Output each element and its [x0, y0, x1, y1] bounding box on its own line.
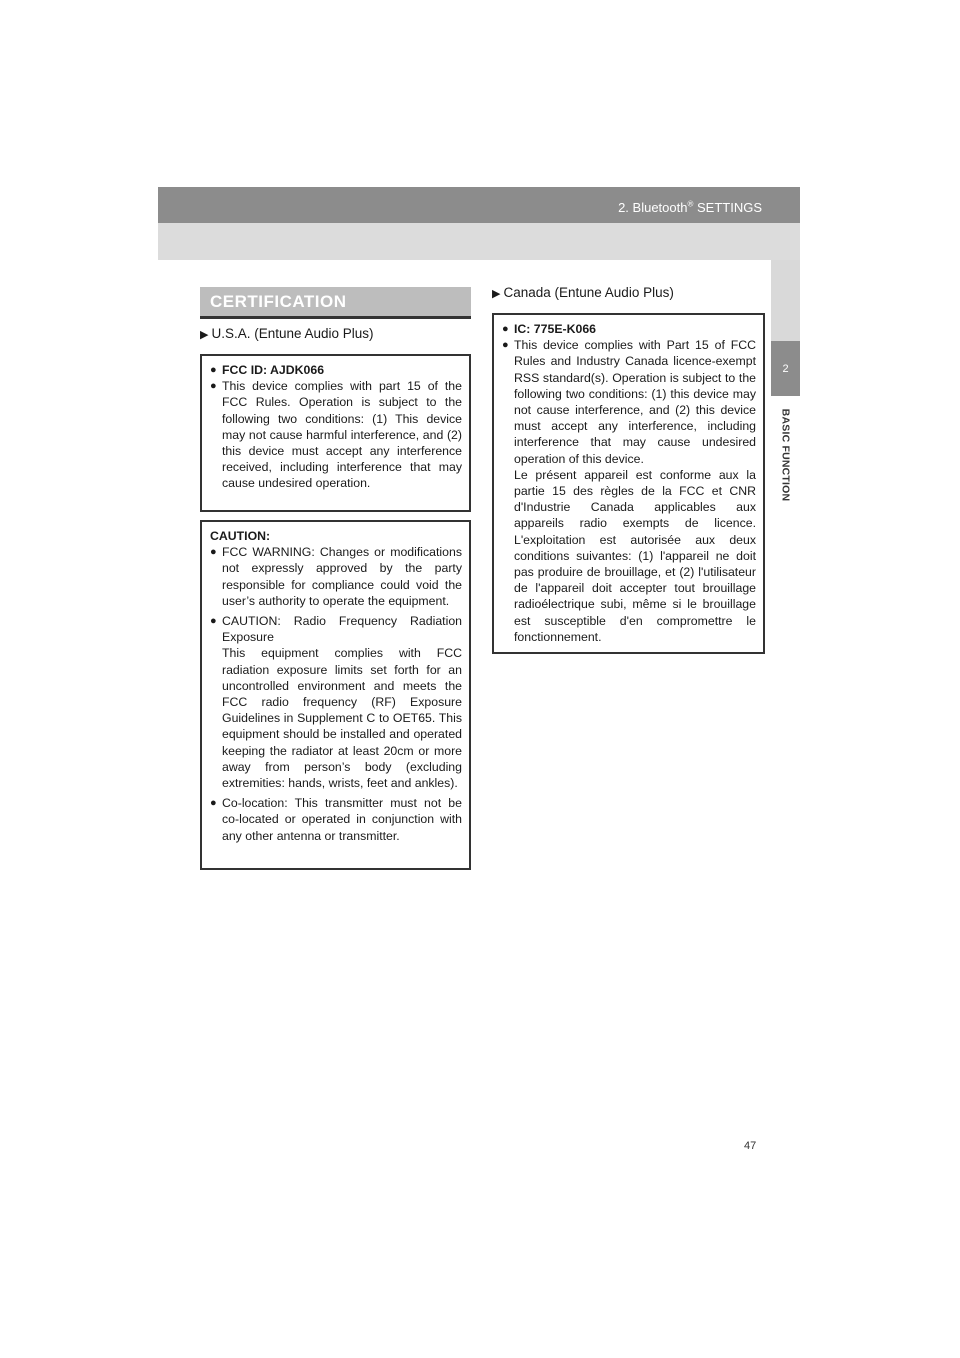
caution-item-text: Co-location: This transmitter must not be co-located or operated in conjunction with any other antenna or transmitter. — [222, 796, 462, 843]
bullet-icon: ● — [210, 364, 217, 376]
ic-compliance-text: This device complies with Part 15 of FCC Rules and Industry Canada licence-exempt RSS standard(s). Operation is subject to the following two conditions: (1) this device may not cause interference, and (2) this device must accept any interference, including interference that may cause undesired operation of this device. — [514, 338, 756, 466]
certification-heading-text: CERTIFICATION — [210, 292, 347, 311]
usa-label-text: U.S.A. (Entune Audio Plus) — [211, 326, 374, 341]
caution-box — [200, 520, 471, 870]
caution-item-text: FCC WARNING: Changes or modifications not expressly approved by the party responsible for compliance could void the user’s authority to operate the equipment. — [222, 545, 462, 608]
ic-box — [492, 313, 765, 654]
usa-section-label — [200, 326, 374, 341]
rf-detail — [210, 645, 462, 791]
side-tab-label-text: BASIC FUNCTION — [779, 408, 792, 502]
ic-compliance-item — [502, 337, 756, 467]
ic-id-item — [502, 321, 756, 337]
bullet-icon: ● — [210, 615, 217, 628]
certification-heading — [200, 287, 471, 319]
fcc-id-text: FCC ID: AJDK066 — [222, 363, 325, 377]
fcc-compliance-item — [210, 378, 462, 491]
page-number: 47 — [744, 1140, 757, 1152]
arrow-icon: ▶ — [200, 329, 209, 341]
caution-item — [210, 544, 462, 609]
caution-item — [210, 795, 462, 844]
fcc-box — [200, 354, 471, 512]
caution-title: CAUTION: — [210, 529, 271, 543]
bullet-icon: ● — [502, 339, 509, 352]
chapter-title — [618, 200, 762, 215]
side-tab-label — [771, 396, 800, 514]
canada-label-text: Canada (Entune Audio Plus) — [503, 285, 674, 300]
caution-item-text: CAUTION: Radio Frequency Radiation Exposure — [222, 614, 462, 645]
bullet-icon: ● — [210, 546, 217, 559]
chapter-title-prefix: 2. Bluetooth — [618, 200, 688, 215]
ic-french-text-content: Le présent appareil est conforme aux la partie 15 des règles de la FCC et CNR d'Industrie Canada applicables aux appareils radio exempts de licence. L'exploitation est autorisée aux deux conditions suivantes: (1) l'appareil ne doit pas produire de brouillage, et (2) l'utilisateur de l'appareil doit accepter tout brouillage radioélectrique subi, même si le brouillage est susceptible d'en compromettre le fonctionnement. — [514, 467, 756, 644]
bullet-icon: ● — [502, 323, 509, 335]
ic-french-text — [502, 467, 756, 645]
chapter-title-suffix: SETTINGS — [693, 200, 762, 215]
bullet-icon: ● — [210, 380, 217, 393]
fcc-compliance-text: This device complies with part 15 of the FCC Rules. Operation is subject to the following two conditions: (1) This device may not cause harmful interference, and (2) this device must accept any interference received, including interference that may cause undesired operation. — [222, 379, 462, 491]
bullet-icon: ● — [210, 797, 217, 810]
fcc-id-item — [210, 362, 462, 378]
arrow-icon: ▶ — [492, 288, 501, 300]
ic-id-text: IC: 775E-K066 — [514, 322, 597, 336]
rf-detail-text: This equipment complies with FCC radiation exposure limits set forth for an uncontrolled environment and meets the FCC radio frequency (RF) Exposure Guidelines in Supplement C to OET65. This equipment should be installed and operated keeping the radiator at least 20cm or more away from person’s body (excluding extremities: hands, wrists, feet and ankles). — [222, 646, 462, 791]
page-header — [158, 187, 800, 223]
caution-item — [210, 613, 462, 645]
side-tab-number: 2 — [771, 341, 800, 396]
canada-section-label — [492, 285, 674, 300]
registered-mark: ® — [687, 199, 694, 209]
header-subbar — [158, 223, 800, 260]
side-tab-spacer — [771, 260, 800, 341]
